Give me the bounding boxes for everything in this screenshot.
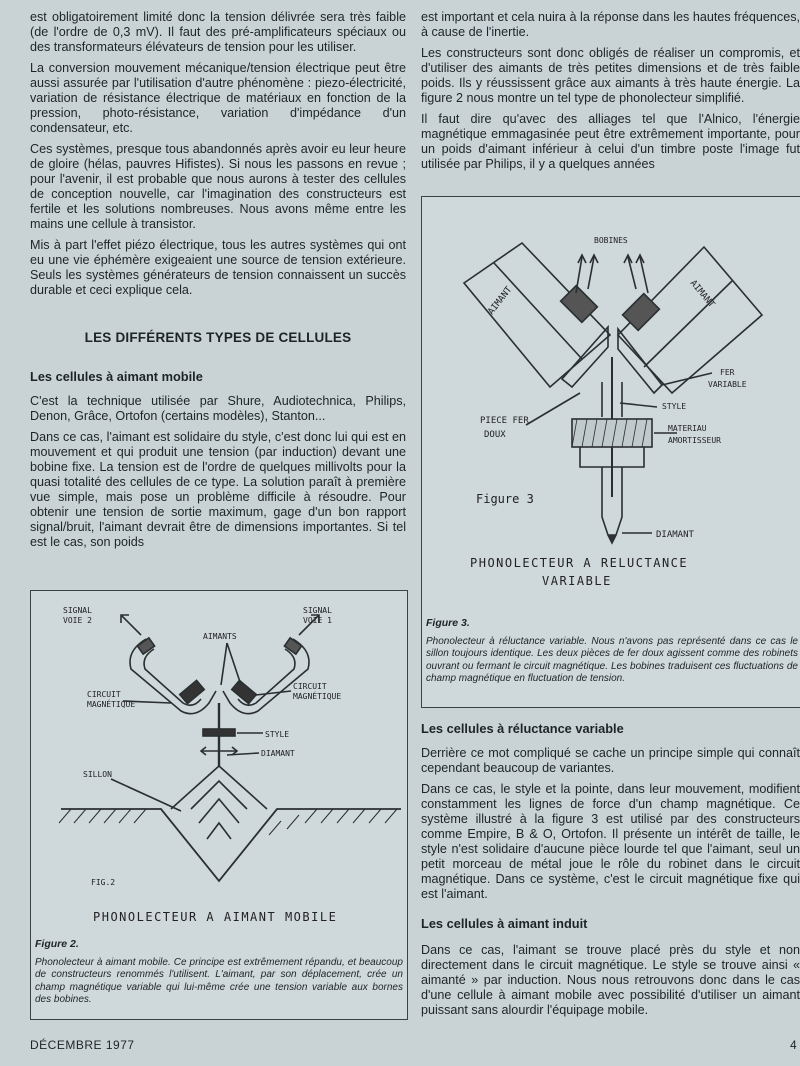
- paragraph: Derrière ce mot compliqué se cache un principe simple qui connaît cependant beaucoup de variantes.: [421, 746, 800, 775]
- paragraph: Dans ce cas, l'aimant est solidaire du style, c'est donc lui qui est en mouvement et qui produit une tension (par induction) devant une bobine fixe. La tension est de l'ordre de quelques millivolts pour la quasi totalité des cellules de ce type. La solution paraît à première vue simple, mais pose un problème difficile à résoudre. Pour obtenir une tension de sortie maximum, gage d'un bon rapport signal/bruit, l'aimant devrait être de dimensions importantes. Si tel est le cas, son poids: [30, 430, 406, 549]
- right-column-top: [421, 10, 800, 178]
- paragraph: est obligatoirement limité donc la tension délivrée sera très faible (de l'ordre de 0,3 mV). Il faut des pré-amplificateurs spéciaux ou des transformateurs élévateurs de tension pour les utiliser.: [30, 10, 406, 54]
- figure-3-title-line2: VARIABLE: [542, 574, 612, 588]
- paragraph: Ces systèmes, presque tous abandonnés après avoir eu leur heure de gloire (hélas, pauvres Hifistes). Si nous les passons en revue ; pour l'avenir, il est probable que nous aurons à tester des cellules de conception nouvelle, car l'imagination des constructeurs est fertile et les solutions nombreuses. Nous avons même entre les mains une cellule à transistor.: [30, 142, 406, 231]
- paragraph: Dans ce cas, l'aimant se trouve placé près du style et non directement dans le circuit magnétique. Le style se trouve ainsi « aimanté » par induction. Nous nous retrouvons donc dans le cas d'une cellule à aimant mobile avec possibilité d'utiliser un aimant puissant sans alourdir l'équipage mobile.: [421, 943, 800, 1017]
- figure-2-label: Figure 2.: [35, 938, 79, 950]
- label-variable: VARIABLE: [708, 380, 747, 389]
- label-sillon: SILLON: [83, 770, 112, 779]
- label-signal-voie2: SIGNAL: [63, 606, 92, 615]
- subsection-title: Les cellules à aimant induit: [421, 916, 588, 931]
- figure-2-title: PHONOLECTEUR A AIMANT MOBILE: [93, 910, 338, 924]
- figure-3-title-line1: PHONOLECTEUR A RELUCTANCE: [470, 556, 689, 570]
- label-aimants: AIMANTS: [203, 632, 237, 641]
- paragraph: La conversion mouvement mécanique/tension électrique peut être aussi assurée par l'utilisation d'autre phénomène : piezo-électricité, variation de résistance électrique de matériaux en fonction de la pression, photo-résistance, variation d'impédance d'un condensateur, etc.: [30, 61, 406, 135]
- label-signal-voie1b: VOIE 1: [303, 616, 332, 625]
- paragraph: Les constructeurs sont donc obligés de réaliser un compromis, et d'utiliser des aimants de très petites dimensions et de très faible poids. Ils y réussissent grâce aux aimants à très haute énergie. La figure 2 nous montre un tel type de phonolecteur simplifié.: [421, 46, 800, 105]
- figure-3-drawing: [422, 197, 800, 607]
- figure-3-label: Figure 3.: [426, 617, 470, 629]
- figure-3-caption-text: Phonolecteur à réluctance variable. Nous n'avons pas représenté dans ce cas le sillon toujours identique. Les deux pièces de fer doux agissent comme des robinets ouvrant ou fermant le circuit magnétique. Les bobines traduisent ces fluctuations de champ magnétique en fluctuation de tension.: [426, 635, 798, 684]
- label-style: STYLE: [265, 730, 290, 739]
- label-signal-voie2b: VOIE 2: [63, 616, 92, 625]
- label-diamant: DIAMANT: [656, 530, 694, 540]
- label-piece-fer: PIECE FER: [480, 416, 529, 426]
- label-doux: DOUX: [484, 430, 506, 440]
- label-style: STYLE: [662, 402, 687, 411]
- left-column: [30, 10, 406, 556]
- subsection-title: Les cellules à réluctance variable: [421, 721, 624, 736]
- section-title: LES DIFFÉRENTS TYPES DE CELLULES: [84, 330, 352, 345]
- label-circuit-right: CIRCUIT: [293, 682, 327, 691]
- subsection-title: Les cellules à aimant mobile: [30, 369, 203, 384]
- figure-2-drawing: [31, 591, 407, 936]
- paragraph: C'est la technique utilisée par Shure, Audiotechnica, Philips, Denon, Grâce, Ortofon (certains modèles), Stanton...: [30, 394, 406, 423]
- label-aimant-right: AIMANT: [687, 278, 717, 310]
- label-circuit-right-b: MAGNÉTIQUE: [293, 692, 342, 701]
- label-fig-no: FIG.2: [91, 878, 116, 887]
- page-number: 4: [790, 1038, 797, 1052]
- right-column-bottom: [421, 721, 800, 1024]
- paragraph: est important et cela nuira à la réponse dans les hautes fréquences, à cause de l'inertie.: [421, 10, 800, 39]
- figure-2: [30, 590, 408, 1020]
- paragraph: Dans ce cas, le style et la pointe, dans leur mouvement, modifient constamment les lignes de force d'un champ magnétique. Ce système illustré à la figure 3 est utilisé par des constructeurs comme Empire, B & O, Ortofon. Il présente un intérêt de taille, le style n'est solidaire d'aucune pièce lourde tel que l'aimant, seul un petit morceau de métal joue le rôle du robinet dans le circuit magnétique. Dans ce système, c'est le circuit magnétique fixe qui est l'aimant.: [421, 782, 800, 901]
- paragraph: Mis à part l'effet piézo électrique, tous les autres systèmes qui ont eu une vie éphémère exigeaient une source de tension extérieure. Seuls les systèmes générateurs de tension connaissent un succès durable et ceci explique cela.: [30, 238, 406, 297]
- label-figure: Figure 3: [476, 492, 534, 506]
- label-signal-voie1: SIGNAL: [303, 606, 332, 615]
- label-bobines: BOBINES: [594, 236, 628, 245]
- label-materiau: MATERIAU: [668, 424, 707, 433]
- figure-2-caption: [35, 938, 403, 1007]
- label-fer: FER: [720, 368, 735, 377]
- damper-shape: [572, 419, 652, 447]
- magnet-right-shape: [232, 680, 257, 703]
- label-aimant-left: AIMANT: [486, 285, 515, 317]
- figure-3-caption: [426, 617, 798, 686]
- label-circuit-left-b: MAGNÉTIQUE: [87, 700, 136, 709]
- groove-shape: [61, 809, 401, 881]
- label-amortisseur: AMORTISSEUR: [668, 436, 721, 445]
- footer-date: DÉCEMBRE 1977: [30, 1038, 135, 1052]
- paragraph: Il faut dire qu'avec des alliages tel que l'Alnico, l'énergie magnétique emmagasinée peut être extrêmement importante, pour un poids d'aimant inférieur à celui d'un timbre poste l'image fut utilisée par Philips, il y a quelques années: [421, 112, 800, 171]
- figure-2-caption-text: Phonolecteur à aimant mobile. Ce principe est extrêmement répandu, et beaucoup de constructeurs renommés l'utilisent. L'aimant, par son déplacement, crée un champ magnétique variable qui lui-même crée une tension variable aux bornes des bobines.: [35, 956, 403, 1005]
- figure-3: [421, 196, 800, 708]
- label-diamant: DIAMANT: [261, 749, 295, 758]
- label-circuit-left: CIRCUIT: [87, 690, 121, 699]
